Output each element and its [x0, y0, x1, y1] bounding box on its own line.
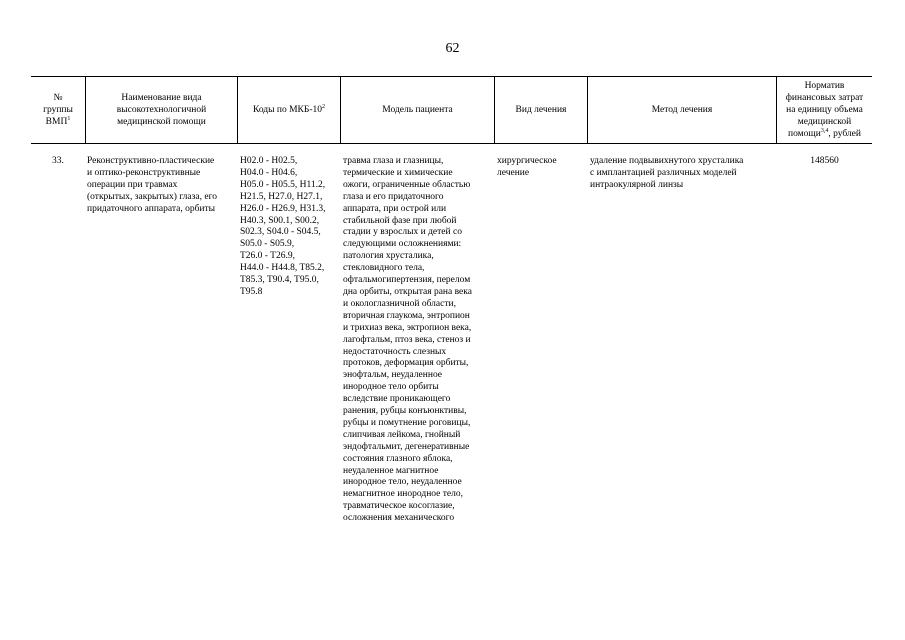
header-group-number — [31, 77, 85, 143]
header-cost-standard-line: на единицу объема — [786, 105, 863, 115]
header-icd-codes-label: Коды по МКБ-10 — [252, 105, 323, 115]
text-line: H05.0 - H05.5, H11.2, — [240, 179, 326, 190]
header-cost-standard-suffix: , рублей — [828, 129, 861, 139]
header-treatment-method — [588, 77, 776, 143]
text-line: слипчивая лейкома, гнойный — [343, 429, 461, 440]
header-care-type-line: Наименование вида — [121, 93, 202, 103]
table-header-bottom-rule — [31, 143, 872, 144]
text-line: H40.3, S00.1, S00.2, — [240, 215, 320, 226]
header-cost-standard-line: Норматив — [804, 81, 845, 91]
header-cost-standard — [777, 77, 872, 143]
text-line: ожоги, ограниченные областью — [343, 179, 471, 190]
text-line: вторичная глаукома, энтропион — [343, 310, 470, 321]
text-line: и трихиаз века, эктропион века, — [343, 322, 472, 333]
text-line: офтальмогипертензия, перелом — [343, 275, 471, 286]
text-line: придаточного аппарата, орбиты — [87, 203, 216, 214]
text-line: термические и химические — [343, 167, 453, 178]
header-group-number-vmp: ВМП — [45, 117, 68, 127]
text-line: (открытых, закрытых) глаза, его — [87, 191, 217, 202]
text-line: рубцы и помутнение роговицы, — [343, 417, 471, 428]
text-line: аппарата, при острой или — [343, 203, 447, 214]
text-line: T95.8 — [240, 286, 263, 297]
text-line: интраокулярной линзы — [590, 179, 684, 190]
text-line: S02.3, S04.0 - S04.5, — [240, 227, 321, 238]
text-line: и оптико-реконструктивные — [87, 167, 201, 178]
header-cost-standard-line: медицинской — [797, 117, 852, 127]
row-treatment-method — [590, 156, 743, 192]
header-treatment-type-label: Вид лечения — [515, 105, 567, 115]
text-line: дна орбиты, открытая рана века — [343, 286, 472, 297]
text-line: травма глаза и глазницы, — [343, 156, 444, 166]
text-line: недостаточность слезных — [343, 346, 447, 357]
footnote-ref-3-4: 3,4 — [820, 127, 829, 134]
header-treatment-type — [495, 77, 587, 143]
header-cost-standard-line: помощи — [788, 129, 821, 139]
header-group-number-line: № — [53, 93, 63, 103]
text-line: с имплантацией различных моделей — [590, 167, 737, 178]
text-line: H21.5, H27.0, H27.1, — [240, 191, 323, 202]
header-care-type-line: медицинской помощи — [117, 117, 206, 127]
text-line: инородное тело орбиты — [343, 382, 439, 393]
row-group-number: 33. — [52, 156, 64, 166]
text-line: Реконструктивно-пластические — [87, 156, 215, 166]
text-line: немагнитное инородное тело, — [343, 489, 463, 500]
text-line: ранения, рубцы конъюнктивы, — [343, 406, 467, 417]
text-line: осложнения механического — [343, 513, 455, 524]
text-line: глаза и его придаточного — [343, 191, 444, 202]
text-line: T85.3, T90.4, T95.0, — [240, 275, 319, 286]
header-patient-model-label: Модель пациента — [382, 105, 453, 115]
header-care-type-line: высокотехнологичной — [116, 105, 207, 115]
footnote-ref-1: 1 — [67, 115, 71, 122]
text-line: протоков, деформация орбиты, — [343, 358, 469, 369]
text-line: и окологлазничной области, — [343, 298, 456, 309]
text-line: H04.0 - H04.6, — [240, 167, 298, 178]
text-line: лагофтальм, птоз века, стеноз и — [343, 334, 471, 345]
row-patient-model — [343, 156, 472, 525]
text-line: вследствие проникающего — [343, 394, 451, 405]
text-line: неудаленное магнитное — [343, 465, 439, 476]
text-line: стадии у взрослых и детей со — [343, 227, 462, 238]
text-line: стабильной фазе при любой — [343, 215, 457, 226]
text-line: инородное тело, неудаленное — [343, 477, 462, 488]
text-line: операции при травмах — [87, 179, 178, 190]
text-line: следующими осложнениями: — [343, 239, 462, 250]
text-line: T26.0 - T26.9, — [240, 251, 295, 262]
header-group-number-line: группы — [43, 105, 73, 115]
text-line: H44.0 - H44.8, T85.2, — [240, 263, 325, 274]
text-line: S05.0 - S05.9, — [240, 239, 295, 250]
text-line: патология хрусталика, — [343, 251, 434, 262]
header-treatment-method-label: Метод лечения — [651, 105, 713, 115]
text-line: состояния глазного яблока, — [343, 453, 453, 464]
header-care-type-name — [86, 77, 237, 143]
text-line: H26.0 - H26.9, H31.3, — [240, 203, 326, 214]
header-cost-standard-line: финансовых затрат — [785, 93, 864, 103]
text-line: H02.0 - H02.5, — [240, 156, 298, 166]
header-icd-codes — [238, 77, 340, 143]
text-line: лечение — [497, 167, 530, 178]
text-line: хирургическое — [497, 156, 557, 166]
text-line: удаление подвывихнутого хрусталика — [590, 156, 744, 166]
row-icd-codes — [240, 156, 326, 299]
text-line: травматическое косоглазие, — [343, 501, 455, 512]
text-line: энофтальм, неудаленное — [343, 370, 443, 381]
footnote-ref-2: 2 — [322, 103, 326, 110]
header-patient-model — [341, 77, 494, 143]
text-line: стекловидного тела, — [343, 263, 425, 274]
text-line: эндофтальмит, дегенеративные — [343, 441, 470, 452]
row-treatment-type — [497, 156, 557, 180]
page-number: 62 — [445, 41, 460, 56]
row-cost-standard-value: 148560 — [810, 156, 839, 166]
row-care-type-name — [87, 156, 217, 216]
